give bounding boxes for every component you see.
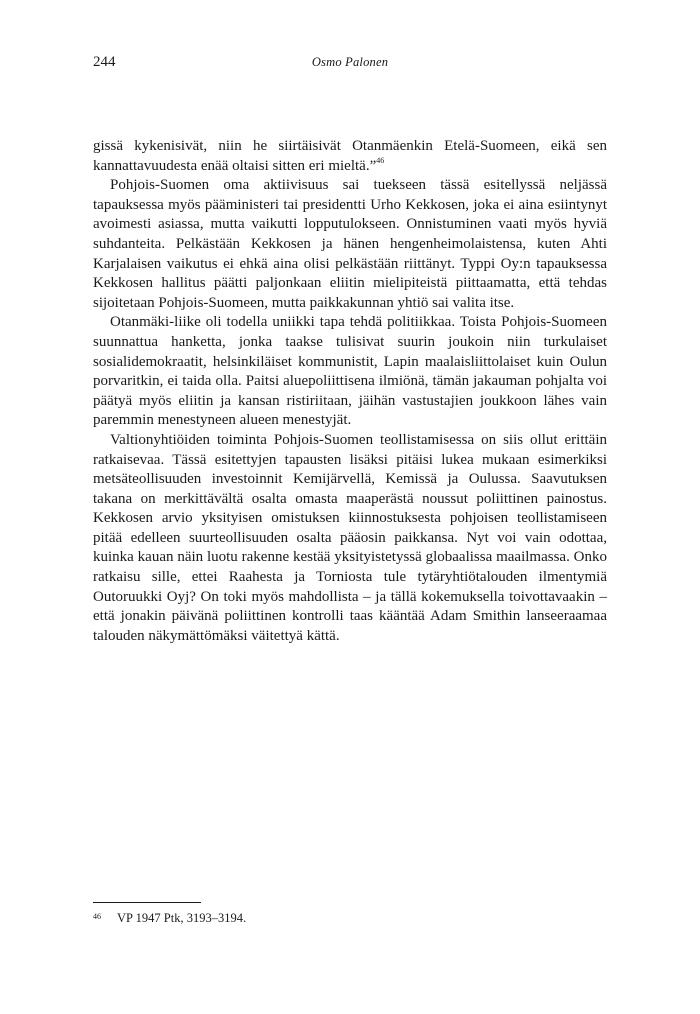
footnote-reference-46[interactable]: 46: [376, 155, 385, 165]
paragraph-1-text: gissä kykenisivät, niin he siirtäisivät Otanmäenkin Etelä-Suomeen, eikä sen kannattavuudesta enää oltaisi sitten eri mieltä.”: [93, 138, 607, 174]
running-head-author: Osmo Palonen: [311, 55, 389, 69]
footnote-divider: [93, 902, 201, 903]
footnote-text: VP 1947 Ptk, 3193–3194.: [117, 911, 247, 925]
paragraph-3: Otanmäki-liike oli todella uniikki tapa tehdä politiikkaa. Toista Pohjois-Suomeen suunnattua hanketta, jonka taakse tulisivat suurin joukoin niin turkulaiset sosialidemokraatit, helsinkiläiset kommunistit, Lapin maalaisliittolaiset kuin Oulun porvaritkin, ei taida olla. Paitsi aluepoliittisena ilmiönä, tämän jakauman pohjalta voi päätyä myös eliitin ja kansan ristiriitaan, jäihän vastustajien joukkoon lähes vain paremmin menestyneen alueen menestyjät.: [93, 314, 607, 429]
footnote-number: 46: [93, 912, 101, 921]
footnote-46: [93, 910, 607, 926]
page-header: [93, 54, 607, 74]
paragraph-1: [93, 137, 607, 176]
paragraph-2: Pohjois-Suomen oma aktiivisuus sai tuekseen tässä esitellyssä neljässä tapauksessa myös pääministeri tai presidentti Urho Kekkosen, joka ei aina esiintynyt avoimesti asiassa, mutta vaikutti lopputulokseen. Onnistuminen vaati myös hyviä suhdanteita. Pelkästään Kekkosen ja hänen hengenheimolaistensa, kuten Ahti Karjalaisen vaikutus ei ehkä aina olisi pelkästään riittänyt. Typpi Oy:n tapauksessa Kekkosen hallitus päätti paljonkaan eliitin mielipiteistä piittaamatta, että tehdas sijoitetaan Pohjois-Suomeen, mutta paikkakunnan yhtiö sai valita itse.: [93, 177, 607, 311]
paragraph-4: Valtionyhtiöiden toiminta Pohjois-Suomen teollistamisessa on siis ollut erittäin ratkaisevaa. Tässä esitettyjen tapausten lisäksi pitäisi lukea mukaan esimerkiksi metsäteollisuuden investoinnit Kemijärvellä, Kemissä ja Oulussa. Saavutuksen takana on merkittävältä osalta omasta maaperästä noussut poliittinen painostus. Kekkosen arvio yksityisen omistuksen kiinnostuksesta pohjoisen teollistamiseen pitää edelleen suurteollisuuden osalta pääosin paikkansa. Nyt voi vain odottaa, kuinka kauan näin luotu rakenne kestää yksityistetyssä globaalissa maailmassa. Onko ratkaisu sille, ettei Raahesta ja Torniosta tule tytäryhtiötalouden ilmentymiä Outoruukki Oyj? On toki myös mahdollista – ja tällä kokemuksella toivottavaakin – että jonakin päivänä poliittinen kontrolli taas kääntää Adam Smithin lanseeraamaa talouden näkymättömäksi väitettyä kättä.: [93, 431, 607, 644]
body-text: [93, 137, 607, 646]
page-number: 244: [93, 54, 116, 70]
